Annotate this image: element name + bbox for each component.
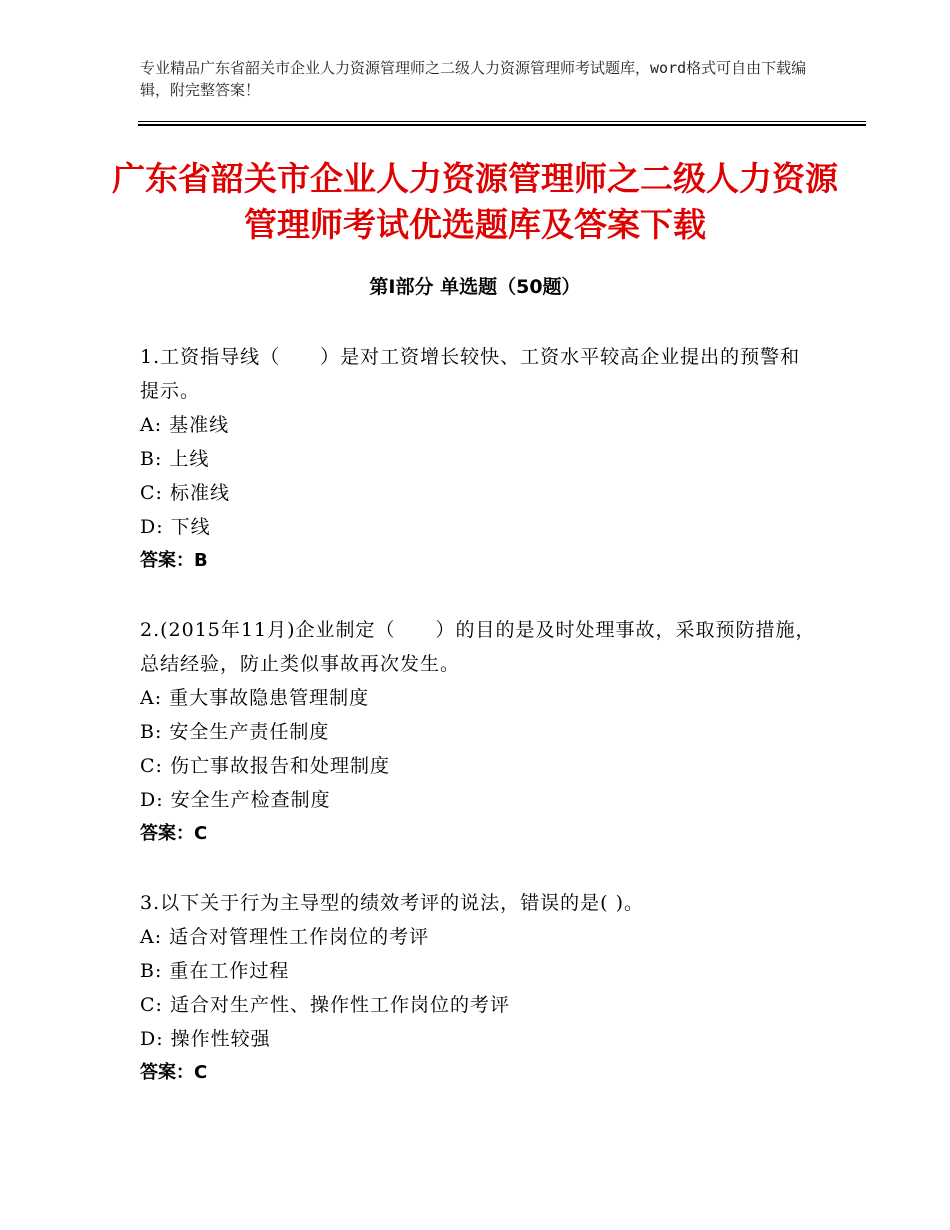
header-divider-top: [138, 121, 866, 122]
document-title: 广东省韶关市企业人力资源管理师之二级人力资源管理师考试优选题库及答案下载: [112, 159, 838, 244]
question-stem: 3.以下关于行为主导型的绩效考评的说法，错误的是( )。: [140, 892, 644, 914]
question-2: [140, 613, 820, 851]
question-stem: 1.工资指导线（ ）是对工资增长较快、工资水平较高企业提出的预警和提示。: [140, 346, 801, 402]
option-b: B: 重在工作过程: [140, 960, 290, 982]
option-b: B: 安全生产责任制度: [140, 721, 330, 743]
option-a: A: 重大事故隐患管理制度: [140, 687, 370, 709]
question-1: [140, 340, 820, 578]
option-d: D: 操作性较强: [140, 1028, 271, 1050]
header-divider-bottom: [138, 124, 866, 126]
question-stem: 2.(2015年11月)企业制定（ ）的目的是及时处理事故，采取预防措施，总结经验，防止类似事故再次发生。: [140, 619, 816, 675]
option-c: C: 伤亡事故报告和处理制度: [140, 755, 390, 777]
option-d: D: 下线: [140, 516, 211, 538]
option-b: B: 上线: [140, 448, 210, 470]
header-note: 专业精品广东省韶关市企业人力资源管理师之二级人力资源管理师考试题库，word格式可自由下载编辑，附完整答案！: [140, 59, 807, 99]
option-a: A: 适合对管理性工作岗位的考评: [140, 926, 430, 948]
answer-line: 答案：C: [140, 1062, 208, 1083]
option-a: A: 基准线: [140, 414, 230, 436]
section-heading: 第Ⅰ部分 单选题（50题）: [369, 276, 581, 298]
answer-line: 答案：B: [140, 550, 208, 571]
option-c: C: 适合对生产性、操作性工作岗位的考评: [140, 994, 510, 1016]
option-c: C: 标准线: [140, 482, 230, 504]
question-3: [140, 886, 820, 1090]
answer-line: 答案：C: [140, 823, 208, 844]
option-d: D: 安全生产检查制度: [140, 789, 331, 811]
